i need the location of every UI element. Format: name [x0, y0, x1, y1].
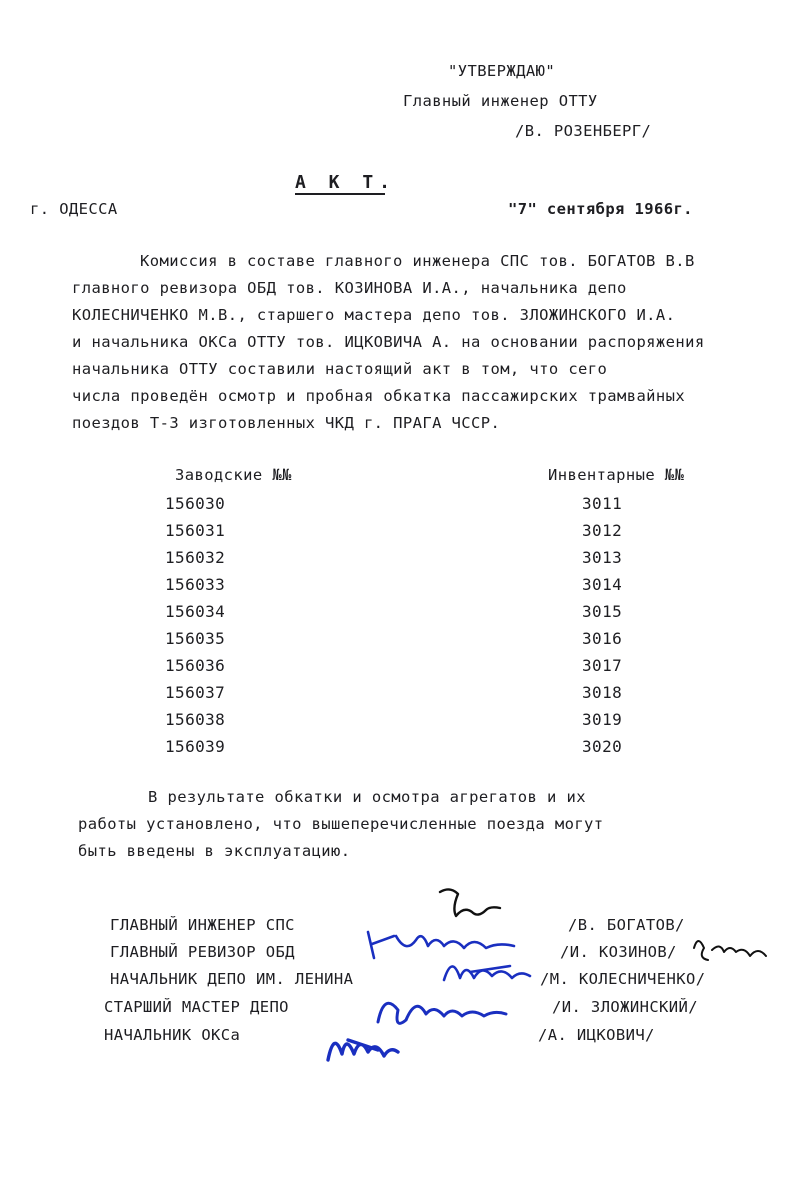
inventory-number: 3012	[582, 521, 623, 540]
inventory-number: 3017	[582, 656, 623, 675]
approval-name: /В. РОЗЕНБЕРГ/	[515, 122, 652, 140]
body-line-6: числа проведён осмотр и пробная обкатка пассажирских трамвайных	[72, 387, 686, 405]
approval-block	[400, 62, 700, 152]
approval-heading: "УТВЕРЖДАЮ"	[448, 62, 556, 80]
inventory-number: 3019	[582, 710, 623, 729]
factory-number: 156034	[165, 602, 226, 621]
document-title: А К Т.	[295, 172, 397, 193]
factory-number: 156036	[165, 656, 226, 675]
factory-number: 156031	[165, 521, 226, 540]
signatory-name: /И. КОЗИНОВ/	[560, 943, 677, 961]
body-line-7: поездов Т-3 изготовленных ЧКД г. ПРАГА ЧССР.	[72, 414, 501, 432]
inventory-number-header: Инвентарные №№	[548, 466, 685, 484]
inventory-number: 3011	[582, 494, 623, 513]
signature-kolesnichenko	[444, 966, 530, 980]
factory-number: 156039	[165, 737, 226, 756]
signature-bogatov	[440, 889, 500, 916]
body-line-1: Комиссия в составе главного инженера СПС тов. БОГАТОВ В.В	[140, 252, 695, 270]
body-line-4: и начальника ОКСа ОТТУ тов. ИЦКОВИЧА А. на основании распоряжения	[72, 333, 705, 351]
city-line: г. ОДЕССА	[30, 200, 118, 218]
inventory-number: 3018	[582, 683, 623, 702]
factory-number: 156030	[165, 494, 226, 513]
body-line-2: главного ревизора ОБД тов. КОЗИНОВА И.А., начальника депо	[72, 279, 627, 297]
signatory-name: /М. КОЛЕСНИЧЕНКО/	[540, 970, 706, 988]
factory-number: 156035	[165, 629, 226, 648]
factory-number: 156038	[165, 710, 226, 729]
date-line: "7" сентября 1966г.	[508, 200, 693, 218]
signatory-name: /И. ЗЛОЖИНСКИЙ/	[552, 998, 698, 1016]
signatory-title: НАЧАЛЬНИК ДЕПО ИМ. ЛЕНИНА	[110, 970, 354, 988]
signature-kozinov-ink	[694, 941, 766, 960]
inventory-number: 3013	[582, 548, 623, 567]
signature-kozinov	[368, 932, 514, 958]
conclusion-line-2: работы установлено, что вышеперечисленные поезда могут	[78, 815, 604, 833]
inventory-number: 3015	[582, 602, 623, 621]
inventory-number: 3014	[582, 575, 623, 594]
signatory-title: НАЧАЛЬНИК ОКСа	[104, 1026, 241, 1044]
title-underline	[295, 193, 385, 195]
signatory-title: СТАРШИЙ МАСТЕР ДЕПО	[104, 998, 289, 1016]
signature-itskovich	[328, 1040, 398, 1060]
factory-number-header: Заводские №№	[175, 466, 292, 484]
conclusion-line-3: быть введены в эксплуатацию.	[78, 842, 351, 860]
signatory-title: ГЛАВНЫЙ РЕВИЗОР ОБД	[110, 943, 295, 961]
factory-number: 156037	[165, 683, 226, 702]
factory-number: 156032	[165, 548, 226, 567]
signatory-name: /А. ИЦКОВИЧ/	[538, 1026, 655, 1044]
approval-role: Главный инженер ОТТУ	[403, 92, 598, 110]
factory-number: 156033	[165, 575, 226, 594]
signatory-title: ГЛАВНЫЙ ИНЖЕНЕР СПС	[110, 916, 295, 934]
body-line-3: КОЛЕСНИЧЕНКО М.В., старшего мастера депо тов. ЗЛОЖИНСКОГО И.А.	[72, 306, 676, 324]
conclusion-line-1: В результате обкатки и осмотра агрегатов и их	[148, 788, 586, 806]
inventory-number: 3016	[582, 629, 623, 648]
signatory-name: /В. БОГАТОВ/	[568, 916, 685, 934]
signature-zlozhinsky	[378, 1003, 506, 1023]
body-line-5: начальника ОТТУ составили настоящий акт в том, что сего	[72, 360, 608, 378]
inventory-number: 3020	[582, 737, 623, 756]
